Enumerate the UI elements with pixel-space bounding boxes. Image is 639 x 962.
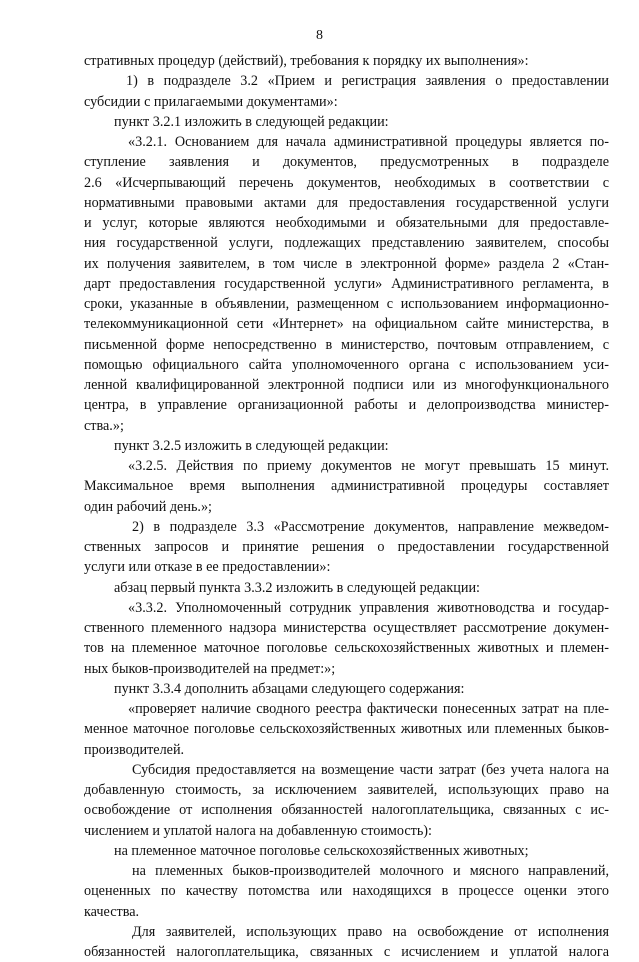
text-line: пункт 3.2.5 изложить в следующей редакции:	[114, 437, 389, 454]
text-line: услуги или отказе в ее предоставлении»:	[84, 559, 331, 576]
text-line: телекоммуникационной сети «Интернет» на официальном сайте министерства, в	[84, 316, 609, 333]
text-line: 2) в подразделе 3.3 «Рассмотрение документов, направление межведом-	[132, 518, 609, 535]
text-line: производителей.	[84, 741, 185, 758]
text-line: абзац первый пункта 3.3.2 изложить в следующей редакции:	[114, 579, 480, 596]
text-line: пункт 3.2.1 изложить в следующей редакции:	[114, 113, 389, 130]
text-line: менное маточное поголовье сельскохозяйственных животных или племенных быков-	[84, 721, 609, 738]
text-line: на племенное маточное поголовье сельскохозяйственных животных;	[114, 842, 529, 859]
text-line: дарт предоставления государственной услуги» Административного регламента, в	[84, 275, 609, 292]
text-line: сроки, указанные в объявлении, размещенном с использованием информационно-	[84, 296, 609, 312]
text-line: один рабочий день.»;	[84, 498, 212, 515]
text-line: ленной квалифицированной электронной подписи или из многофункционального	[84, 377, 609, 393]
text-line: числением и уплатой налога на добавленную стоимость):	[84, 822, 432, 839]
text-line: Максимальное время выполнения административной процедуры составляет	[84, 478, 609, 495]
text-line: оцененных по качеству потомства или находящихся в процессе оценки этого	[84, 883, 609, 900]
text-line: их получения заявителем, в том числе в электронной форме» раздела 2 «Стан-	[84, 255, 609, 272]
text-line: добавленную стоимость, за исключением заявителей, использующих право на	[84, 782, 609, 798]
text-line: субсидии с прилагаемыми документами»:	[84, 93, 338, 110]
text-line: ства.»;	[84, 417, 124, 434]
text-line: и услуг, которые являются необходимыми и обязательными для предоставле-	[84, 215, 609, 231]
text-line: письменной форме непосредственно в министерство, почтовым отправлением, с	[84, 336, 609, 353]
text-line: освобождение от исполнения обязанностей налогоплательщика, связанных с ис-	[84, 802, 609, 819]
text-line: Для заявителей, использующих право на освобождение от исполнения	[132, 923, 609, 940]
text-line: стративных процедур (действий), требования к порядку их выполнения»:	[84, 53, 529, 69]
text-line: «3.2.5. Действия по приему документов не могут превышать 15 минут.	[128, 458, 609, 474]
text-line: обязанностей налогоплательщика, связанных с исчислением и уплатой налога	[84, 944, 609, 960]
text-line: Субсидия предоставляется на возмещение части затрат (без учета налога на	[132, 761, 609, 778]
text-line: 1) в подразделе 3.2 «Прием и регистрация заявления о предоставлении	[126, 73, 609, 90]
text-line: ступление заявления и документов, предусмотренных в подразделе	[84, 154, 609, 171]
text-line: тов на племенное маточное поголовье сельскохозяйственных животных и племен-	[84, 640, 609, 657]
page-number: 8	[316, 28, 323, 43]
text-line: ственного племенного надзора министерства осуществляет рассмотрение докумен-	[84, 620, 609, 636]
text-line: нормативными правовыми актами для предоставления государственной услуги	[84, 194, 609, 211]
text-line: «проверяет наличие сводного реестра фактически понесенных затрат на пле-	[128, 701, 609, 717]
text-line: ных быков-производителей на предмет:»;	[84, 660, 336, 677]
text-line: ния государственной услуги, подлежащих представлению заявителем, способы	[84, 235, 609, 252]
text-line: на племенных быков-производителей молочного и мясного направлений,	[132, 863, 609, 879]
text-line: помощью официального сайта уполномоченного органа с использованием уси-	[84, 356, 609, 373]
text-line: центра, в управление организационной работы и делопроизводства министер-	[84, 397, 609, 414]
text-line: «3.3.2. Уполномоченный сотрудник управления животноводства и государ-	[128, 599, 609, 616]
text-line: «3.2.1. Основанием для начала административной процедуры является по-	[128, 134, 609, 150]
document-body	[84, 51, 609, 962]
text-line: качества.	[84, 903, 140, 920]
text-line: 2.6 «Исчерпывающий перечень документов, необходимых в соответствии с	[84, 174, 609, 191]
text-line: пункт 3.3.4 дополнить абзацами следующего содержания:	[114, 680, 465, 697]
text-line: ственных запросов и принятие решения о предоставлении государственной	[84, 539, 609, 555]
